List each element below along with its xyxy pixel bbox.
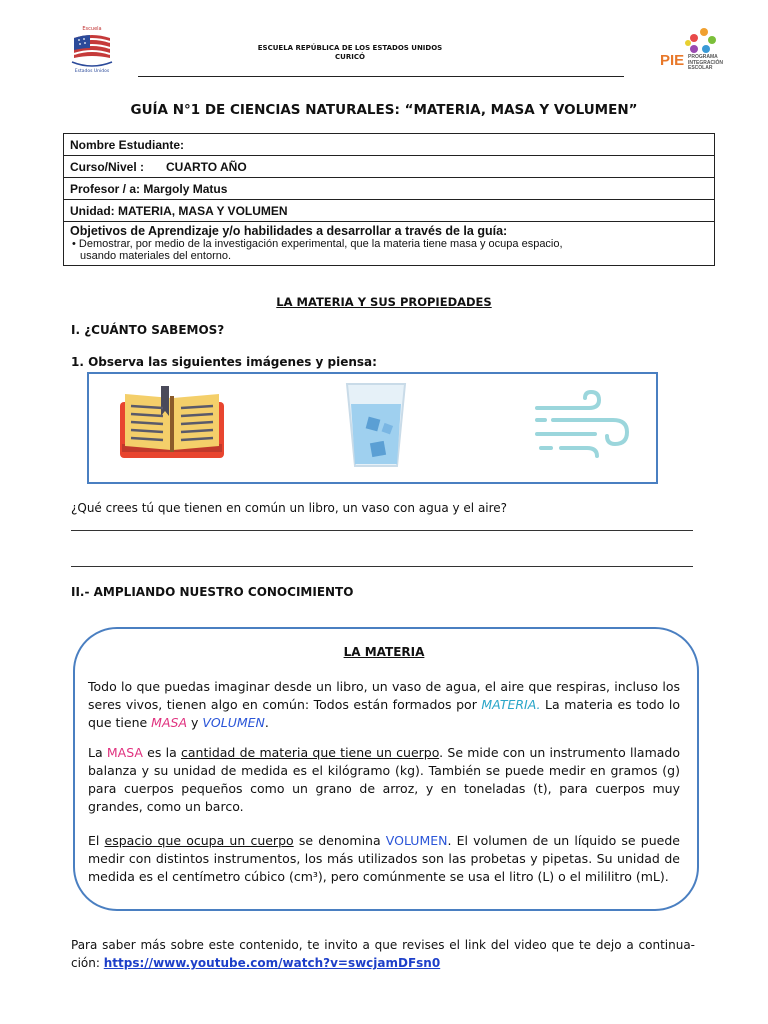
objectives-row (64, 222, 715, 266)
school-name-line1: ESCUELA REPÚBLICA DE LOS ESTADOS UNIDOS (257, 44, 443, 52)
logo-top-text: Escuela (82, 26, 102, 32)
objective-line2: usando materiales del entorno. (80, 250, 232, 262)
p1-materia: MATERIA. (481, 697, 541, 712)
box-title: LA MATERIA (343, 645, 425, 659)
teacher-row: Profesor / a: Margoly Matus (64, 178, 715, 200)
p1-text-b: La materia es todo lo que tiene (88, 697, 680, 730)
pie-subtitle-line3: ESCOLAR (688, 65, 713, 71)
course-value: CUARTO AÑO (166, 159, 247, 174)
p1-masa: MASA (151, 715, 187, 730)
p1-text-a: Todo lo que puedas imaginar desde un libro, un vaso de agua, el aire que respiras, incluso los seres vivos, tienen algo en común: Todos están formados por (88, 679, 680, 712)
part1-item1: 1. Observa las siguientes imágenes y piensa: (71, 355, 377, 369)
pie-subtitle-line1: PROGRAMA (688, 54, 718, 60)
footer-paragraph (71, 936, 695, 972)
p2-masa: MASA (106, 745, 143, 760)
p2-text-a: La (88, 745, 107, 760)
question-text: ¿Qué crees tú que tienen en común un libro, un vaso con agua y el aire? (71, 501, 508, 515)
box-paragraph-3 (88, 832, 680, 886)
objective-line1: • Demostrar, por medio de la investigación experimental, que la materia tiene masa y ocupa espacio, (72, 238, 563, 250)
logo-bottom-text: Estados Unidos (74, 69, 110, 74)
pie-logo (660, 16, 740, 76)
school-logo (66, 24, 118, 74)
pie-subtitle (688, 55, 723, 72)
student-name-field[interactable] (64, 134, 715, 156)
objectives-heading: Objetivos de Aprendizaje y/o habilidades a desarrollar a través de la guía: (70, 224, 508, 238)
video-link[interactable]: https://www.youtube.com/watch?v=swcjamDFsn0 (103, 956, 441, 970)
school-name (200, 44, 500, 62)
box-paragraph-2 (88, 744, 680, 816)
p3-text-b: se denomina (293, 833, 386, 848)
wind-icon (533, 390, 633, 466)
images-box (87, 372, 658, 484)
p1-y: y (187, 715, 203, 730)
water-glass-icon (343, 380, 409, 474)
section-title: LA MATERIA Y SUS PROPIEDADES (276, 295, 492, 309)
p1-end: . (264, 715, 269, 730)
p3-underlined: espacio que ocupa un cuerpo (104, 833, 294, 848)
box-paragraph-1 (88, 678, 680, 732)
page-title: GUÍA N°1 DE CIENCIAS NATURALES: “MATERIA, MASA Y VOLUMEN” (130, 102, 638, 118)
school-name-line2: CURICÓ (335, 53, 365, 61)
student-info-table (63, 133, 715, 266)
pie-subtitle-line2: INTEGRACIÓN (688, 59, 723, 66)
p1-volumen: VOLUMEN (202, 715, 265, 730)
p3-text-a: El (88, 833, 105, 848)
pie-label: PIE (660, 52, 685, 69)
answer-line-1[interactable] (71, 530, 693, 531)
course-row (64, 156, 715, 178)
footer-text: Para saber más sobre este contenido, te invito a que revises el link del video que te dejo a continua-ción: (71, 938, 695, 970)
part2-heading: II.- AMPLIANDO NUESTRO CONOCIMIENTO (71, 585, 354, 599)
student-name-label: Nombre Estudiante: (70, 137, 185, 152)
p3-text-c: . El volumen de un líquido se puede medir con distintos instrumentos, los más utilizados son las probetas y pipetas. Su unidad de medida es el centímetro cúbico (cm³), pero comúnmente se usa el litro (L) o el mililitro (mL). (88, 833, 680, 884)
p2-text-c: . Se mide con un instrumento llamado balanza y su unidad de medida es el kilógramo (kg). También se puede medir en gramos (g) para cuerpos pequeños como un grano de arroz, y en toneladas (t), para cuerpos muy grandes, como un barco. (88, 745, 680, 814)
p2-underlined: cantidad de materia que tiene un cuerpo (181, 745, 440, 760)
book-icon (117, 384, 227, 468)
p2-text-b: es la (142, 745, 181, 760)
unit-row: Unidad: MATERIA, MASA Y VOLUMEN (64, 200, 715, 222)
p3-volumen: VOLUMEN (385, 833, 448, 848)
course-label: Curso/Nivel : (70, 159, 145, 174)
part1-heading: I. ¿CUÁNTO SABEMOS? (71, 323, 225, 337)
answer-line-2[interactable] (71, 566, 693, 567)
header-divider (138, 76, 624, 77)
